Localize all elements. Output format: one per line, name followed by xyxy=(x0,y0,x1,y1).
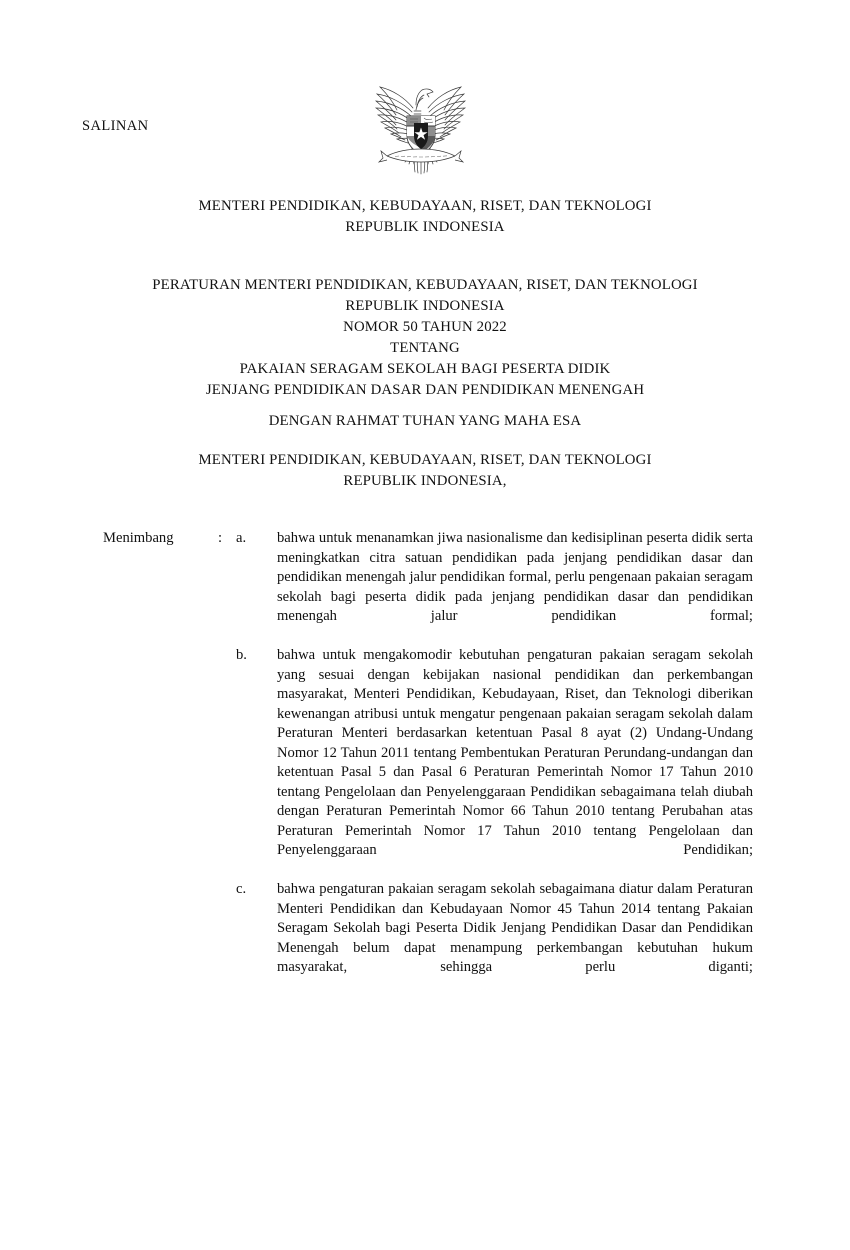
garuda-pancasila-emblem xyxy=(369,78,472,178)
ministry-signature-line: REPUBLIK INDONESIA, xyxy=(343,473,507,489)
considering-item-text: bahwa pengaturan pakaian seragam sekolah sebagaimana diatur dalam Peraturan Menteri Pendidikan dan Kebudayaan Nomor 45 Tahun 2014 tentang Pakaian Seragam Sekolah bagi Peserta Didik Jenjang Pendidikan Dasar dan Pendidikan Menengah belum dapat menampung perkembangan kebutuhan hukum masyarakat, sehingga perlu diganti; xyxy=(277,881,753,975)
considering-item xyxy=(0,529,850,646)
regulation-title-block xyxy=(75,275,775,401)
regulation-about-label: TENTANG xyxy=(390,340,460,356)
ministry-heading-line: REPUBLIK INDONESIA xyxy=(345,219,505,235)
regulation-subject-line: PAKAIAN SERAGAM SEKOLAH BAGI PESERTA DIDIK xyxy=(239,361,611,377)
ministry-heading xyxy=(75,196,775,238)
blessing-line: DENGAN RAHMAT TUHAN YANG MAHA ESA xyxy=(268,413,582,429)
considering-item-text: bahwa untuk mengakomodir kebutuhan pengaturan pakaian seragam sekolah yang sesuai dengan kebijakan nasional pendidikan dan perkembangan masyarakat, Menteri Pendidikan, Kebudayaan, Riset, dan Teknologi diberikan kewenangan atribusi untuk mengatur pengenaan pakaian seragam sekolah dalam Peraturan Menteri berdasarkan ketentuan Pasal 8 ayat (2) Undang-Undang Nomor 12 Tahun 2011 tentang Pembentukan Peraturan Perundang-undangan dan ketentuan Pasal 5 dan Pasal 6 Peraturan Pemerintah Nomor 17 Tahun 2010 tentang Pengelolaan dan Penyelenggaraan Pendidikan sebagaimana telah diubah dengan Peraturan Pemerintah Nomor 66 Tahun 2010 tentang Perubahan atas Peraturan Pemerintah Nomor 17 Tahun 2010 tentang Pengelolaan dan Penyelenggaraan Pendidikan; xyxy=(277,647,753,858)
copy-stamp-label: SALINAN xyxy=(82,118,149,134)
considering-item-text: bahwa untuk menanamkan jiwa nasionalisme dan kedisiplinan peserta didik serta meningkatkan citra satuan pendidikan pada jenjang pendidikan dasar dan pendidikan menengah jalur pendidikan formal, perlu pengenaan pakaian seragam sekolah bagi peserta didik pada jenjang pendidikan dasar dan pendidikan menengah jalur pendidikan formal; xyxy=(277,530,753,624)
considering-item-letter: a. xyxy=(236,530,247,546)
considering-label: Menimbang xyxy=(103,530,174,546)
considering-section xyxy=(0,529,850,997)
regulation-number: NOMOR 50 TAHUN 2022 xyxy=(343,319,507,335)
considering-item xyxy=(0,646,850,880)
considering-item-letter: c. xyxy=(236,881,247,897)
ministry-heading-line: MENTERI PENDIDIKAN, KEBUDAYAAN, RISET, DAN TEKNOLOGI xyxy=(198,198,652,214)
blessing-invocation xyxy=(75,411,775,432)
considering-item xyxy=(0,880,850,997)
considering-colon: : xyxy=(218,530,223,546)
regulation-title-line: PERATURAN MENTERI PENDIDIKAN, KEBUDAYAAN, RISET, DAN TEKNOLOGI xyxy=(152,277,698,293)
regulation-title-line: REPUBLIK INDONESIA xyxy=(345,298,505,314)
considering-item-letter: b. xyxy=(236,647,247,663)
ministry-signature-line: MENTERI PENDIDIKAN, KEBUDAYAAN, RISET, DAN TEKNOLOGI xyxy=(198,452,652,468)
regulation-subject-line: JENJANG PENDIDIKAN DASAR DAN PENDIDIKAN MENENGAH xyxy=(205,382,645,398)
ministry-signature-heading xyxy=(75,450,775,492)
